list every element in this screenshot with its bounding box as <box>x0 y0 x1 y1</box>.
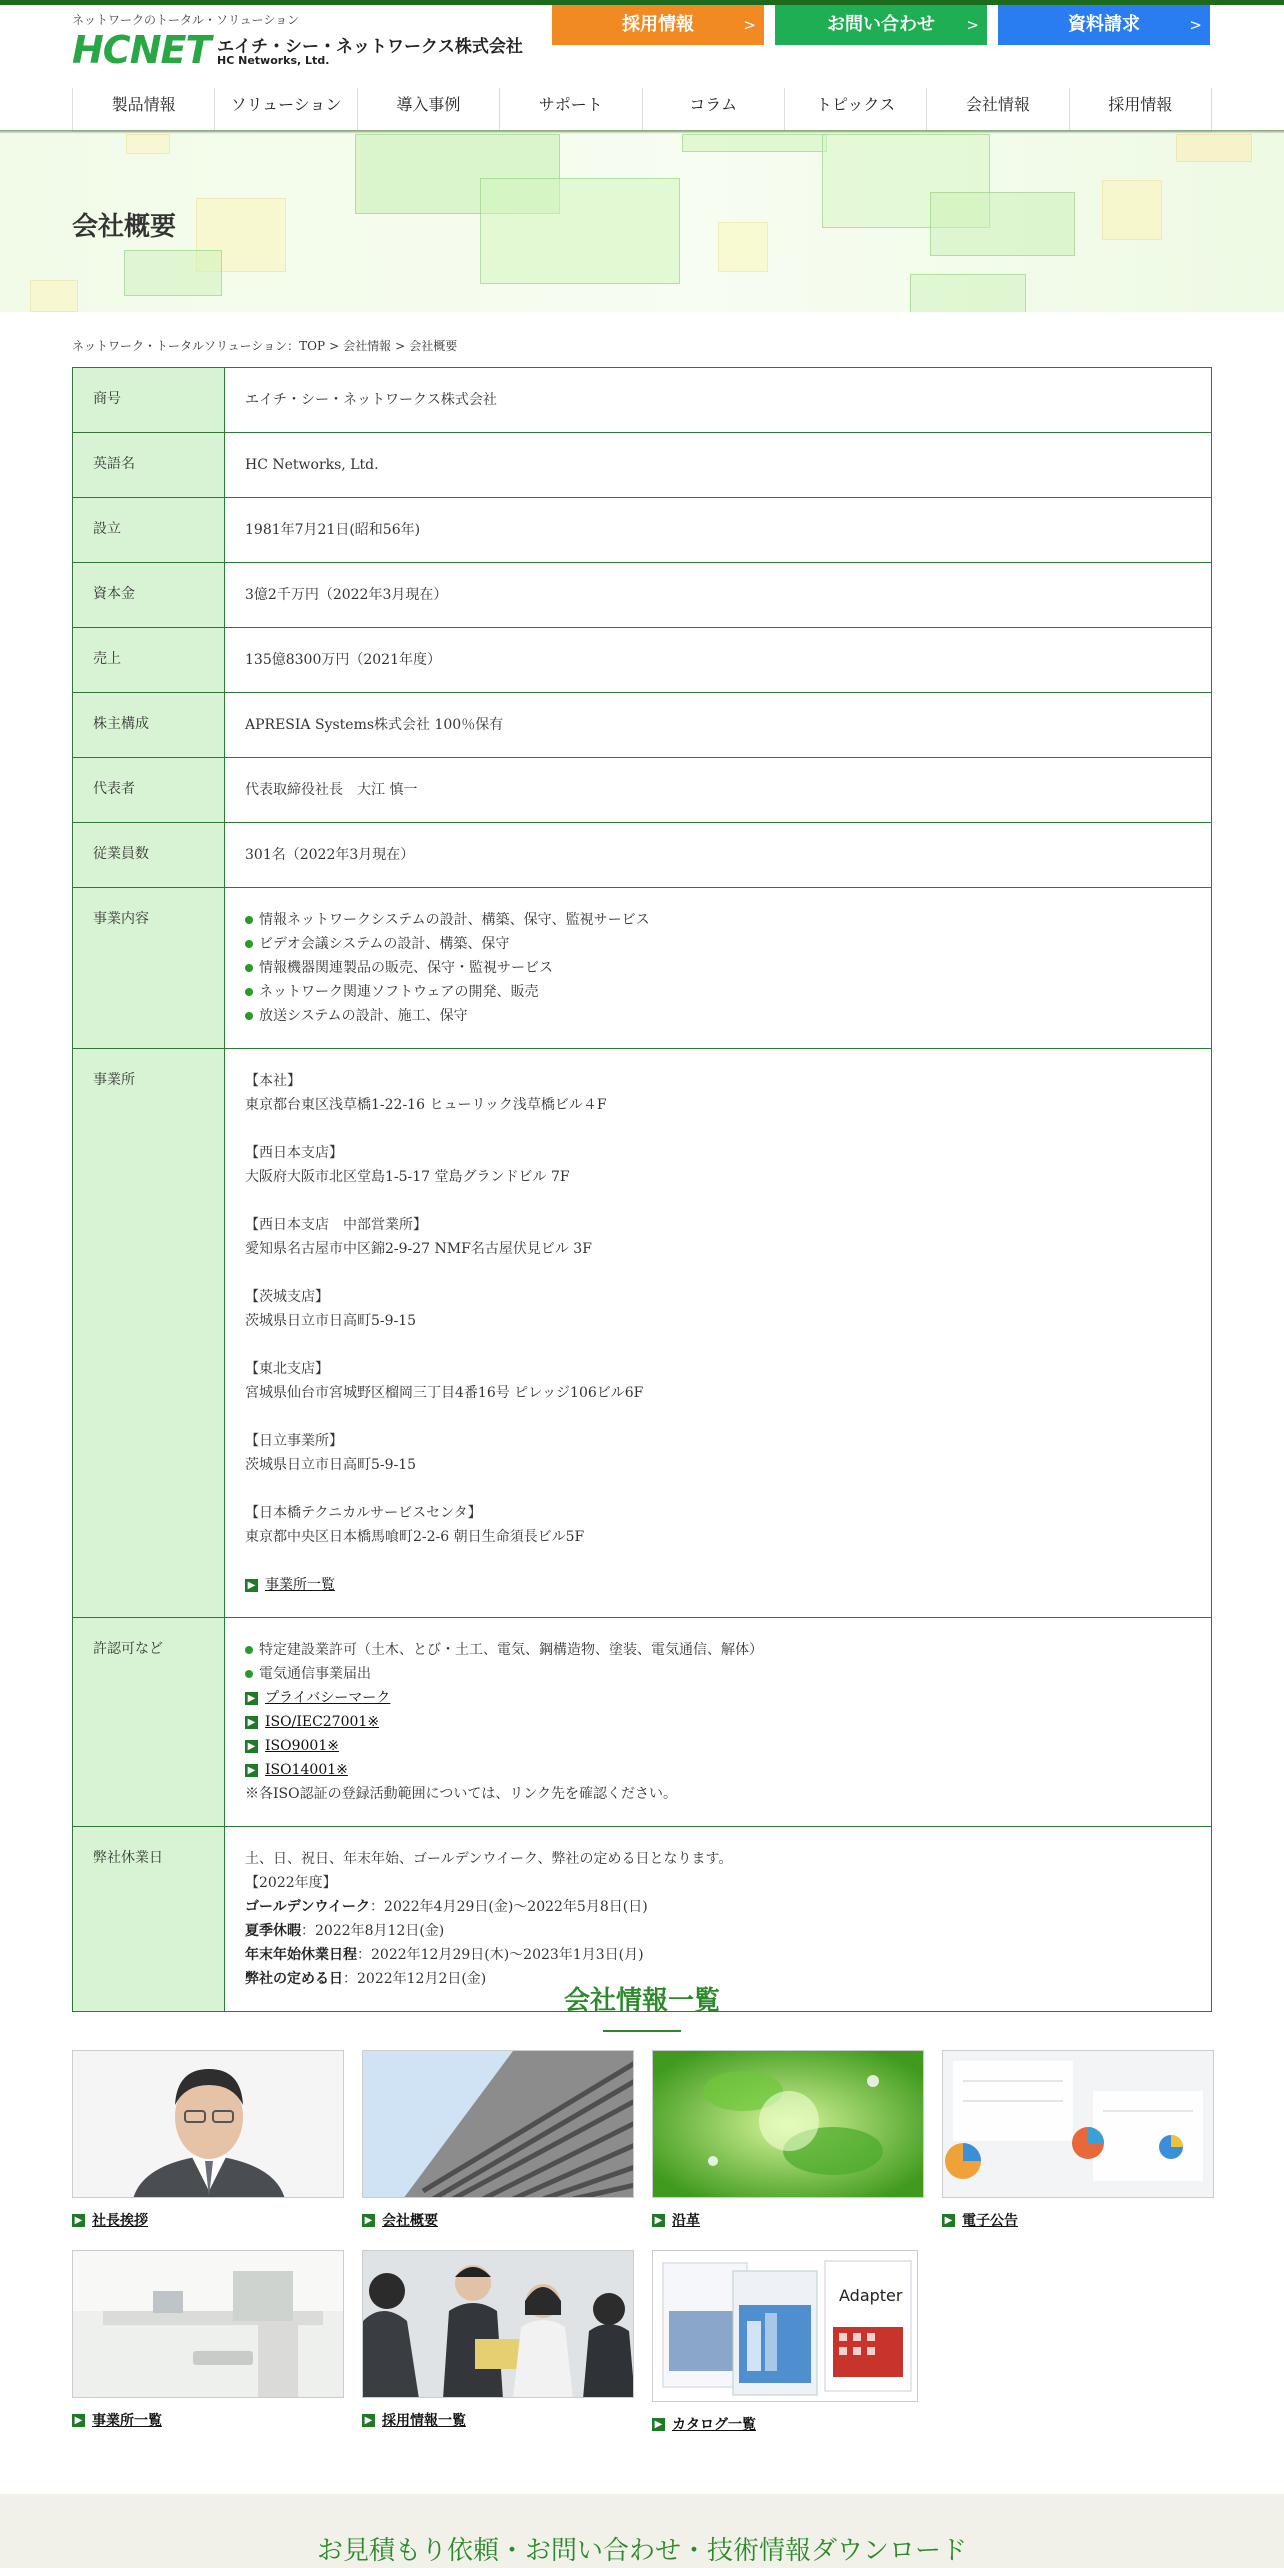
holiday-date: ：2022年12月29日(木)～2023年1月3日(月) <box>357 1947 644 1963</box>
card-link-label[interactable]: カタログ一覧 <box>672 2417 756 2433</box>
list-item: 情報機器関連製品の販売、保守・監視サービス <box>245 956 1191 980</box>
iso9001-link-label[interactable]: ISO9001※ <box>265 1738 339 1754</box>
card-link-label[interactable]: 社長挨拶 <box>92 2213 148 2229</box>
iso14001-link-label[interactable]: ISO14001※ <box>265 1762 348 1778</box>
breadcrumb-current: 会社概要 <box>409 339 458 353</box>
global-nav <box>72 88 1212 132</box>
card-caption[interactable] <box>652 2210 924 2230</box>
list-item: ネットワーク関連ソフトウェアの開発、販売 <box>245 980 1191 1004</box>
iso27001-link-label[interactable]: ISO/IEC27001※ <box>265 1714 380 1730</box>
row-label-established: 設立 <box>73 498 225 563</box>
breadcrumb-separator: > <box>329 339 340 353</box>
card-link-label[interactable]: 採用情報一覧 <box>382 2413 466 2429</box>
holiday-term: 夏季休暇 <box>245 1923 301 1939</box>
holiday-date: ：2022年4月29日(金)～2022年5月8日(日) <box>370 1899 648 1915</box>
nav-item-recruit[interactable]: 採用情報 <box>1069 88 1212 131</box>
chevron-right-icon: > <box>966 16 979 34</box>
card-link-label[interactable]: 事業所一覧 <box>92 2413 162 2429</box>
nav-item-support[interactable]: サポート <box>499 88 641 131</box>
arrow-right-icon: ▶ <box>72 2414 85 2427</box>
row-value-established: 1981年7月21日(昭和56年) <box>225 498 1212 563</box>
holiday-term: 年末年始休業日程 <box>245 1947 357 1963</box>
row-value-shareholders: APRESIA Systems株式会社 100％保有 <box>225 693 1212 758</box>
holiday-item <box>245 1943 1191 1967</box>
office-name: 【東北支店】 <box>245 1361 329 1377</box>
row-label-representative: 代表者 <box>73 758 225 823</box>
holiday-date: ：2022年12月2日(金) <box>343 1971 487 1987</box>
holiday-item <box>245 1919 1191 1943</box>
row-label-shareholders: 株主構成 <box>73 693 225 758</box>
holiday-date: ：2022年8月12日(金) <box>301 1923 445 1939</box>
arrow-right-icon: ▶ <box>72 2214 85 2227</box>
list-item: 特定建設業許可（土木、とび・土工、電気、鋼構造物、塗装、電気通信、解体） <box>245 1638 1191 1662</box>
building-photo <box>362 2050 634 2198</box>
row-value-employees: 301名（2022年3月現在） <box>225 823 1212 888</box>
arrow-right-icon: ▶ <box>362 2414 375 2427</box>
catalog-adapter-text: Adapter <box>839 2286 903 2305</box>
section-divider <box>603 2030 681 2032</box>
row-value-licenses <box>225 1618 1212 1827</box>
nav-item-topics[interactable]: トピックス <box>784 88 926 131</box>
nav-item-solutions[interactable]: ソリューション <box>214 88 356 131</box>
office-entry <box>245 1213 1191 1261</box>
iso-note: ※各ISO認証の登録活動範囲については、リンク先を確認ください。 <box>245 1786 678 1802</box>
arrow-right-icon: ▶ <box>362 2214 375 2227</box>
table-row <box>73 1618 1212 1827</box>
office-list-link[interactable] <box>245 1573 1191 1597</box>
holiday-year: 【2022年度】 <box>245 1875 337 1891</box>
office-name: 【日本橋テクニカルサービスセンタ】 <box>245 1505 482 1521</box>
row-label-holidays: 弊社休業日 <box>73 1827 225 2012</box>
privacy-mark-link-label[interactable]: プライバシーマーク <box>265 1690 391 1706</box>
card-recruit-list[interactable] <box>362 2250 634 2430</box>
privacy-mark-link[interactable] <box>245 1686 1191 1710</box>
list-item: 情報ネットワークシステムの設計、構築、保守、監視サービス <box>245 908 1191 932</box>
table-row <box>73 498 1212 563</box>
catalog-covers-image <box>652 2250 918 2402</box>
contact-button-label: お問い合わせ <box>827 14 935 35</box>
logo-english-name: HC Networks, Ltd. <box>217 54 330 67</box>
charts-paper-photo <box>942 2050 1214 2198</box>
office-list-link-label[interactable]: 事業所一覧 <box>265 1577 335 1593</box>
list-item: ビデオ会議システムの設計、構築、保守 <box>245 932 1191 956</box>
nav-item-column[interactable]: コラム <box>642 88 784 131</box>
breadcrumb-top[interactable]: ネットワーク・トータルソリューション：TOP <box>72 339 326 353</box>
office-entry <box>245 1501 1191 1549</box>
business-people-photo <box>362 2250 634 2398</box>
holiday-term: ゴールデンウイーク <box>245 1899 371 1915</box>
card-caption[interactable] <box>72 2410 344 2430</box>
list-item: 放送システムの設計、施工、保守 <box>245 1004 1191 1028</box>
arrow-right-icon: ▶ <box>245 1579 258 1592</box>
card-company-overview[interactable] <box>362 2050 634 2230</box>
row-label-offices: 事業所 <box>73 1049 225 1618</box>
card-link-label[interactable]: 会社概要 <box>382 2213 438 2229</box>
card-link-label[interactable]: 電子公告 <box>962 2213 1018 2229</box>
office-address: 東京都台東区浅草橋1-22-16 ヒューリック浅草橋ビル４F <box>245 1097 607 1113</box>
row-label-business: 事業内容 <box>73 888 225 1049</box>
company-logo[interactable] <box>72 26 523 74</box>
office-entry <box>245 1141 1191 1189</box>
recruit-button-label: 採用情報 <box>622 14 694 35</box>
iso27001-link[interactable] <box>245 1710 1191 1734</box>
row-label-employees: 従業員数 <box>73 823 225 888</box>
row-value-business <box>225 888 1212 1049</box>
card-link-label[interactable]: 沿革 <box>672 2213 700 2229</box>
president-photo <box>72 2050 344 2198</box>
company-profile-table <box>72 367 1212 2012</box>
footer-cta-title: お見積もり依頼・お問い合わせ・技術情報ダウンロード <box>316 2536 967 2566</box>
office-name: 【西日本支店】 <box>245 1145 343 1161</box>
office-address: 大阪府大阪市北区堂島1-5-17 堂島グランドビル 7F <box>245 1169 570 1185</box>
arrow-right-icon: ▶ <box>245 1764 258 1777</box>
office-interior-photo <box>72 2250 344 2398</box>
card-president-message[interactable] <box>72 2050 344 2230</box>
row-label-english-name: 英語名 <box>73 433 225 498</box>
nav-item-company[interactable]: 会社情報 <box>926 88 1068 131</box>
chevron-right-icon: > <box>1189 16 1202 34</box>
request-documents-label: 資料請求 <box>1068 14 1140 35</box>
iso9001-link[interactable] <box>245 1734 1191 1758</box>
card-caption[interactable] <box>362 2410 634 2430</box>
row-label-sales: 売上 <box>73 628 225 693</box>
card-public-notice[interactable] <box>942 2050 1214 2230</box>
table-row <box>73 1049 1212 1618</box>
office-address: 茨城県日立市日高町5-9-15 <box>245 1313 417 1329</box>
row-label-capital: 資本金 <box>73 563 225 628</box>
office-name: 【日立事業所】 <box>245 1433 343 1449</box>
iso14001-link[interactable] <box>245 1758 1191 1782</box>
arrow-right-icon: ▶ <box>245 1692 258 1705</box>
request-documents-button[interactable] <box>998 5 1210 45</box>
arrow-right-icon: ▶ <box>652 2418 665 2431</box>
arrow-right-icon: ▶ <box>245 1716 258 1729</box>
table-row <box>73 693 1212 758</box>
office-entry <box>245 1429 1191 1477</box>
contact-button[interactable] <box>775 5 987 45</box>
card-catalog-list[interactable] <box>652 2250 924 2434</box>
row-value-capital: 3億2千万円（2022年3月現在） <box>225 563 1212 628</box>
holiday-intro: 土、日、祝日、年末年始、ゴールデンウイーク、弊社の定める日となります。 <box>245 1851 733 1867</box>
row-value-representative: 代表取締役社長 大江 慎一 <box>225 758 1212 823</box>
card-caption[interactable] <box>942 2210 1214 2230</box>
row-label-licenses: 許認可など <box>73 1618 225 1827</box>
table-row <box>73 628 1212 693</box>
table-row <box>73 758 1212 823</box>
breadcrumb-company[interactable]: 会社情報 <box>343 339 392 353</box>
breadcrumb-separator: > <box>395 339 406 353</box>
table-row <box>73 823 1212 888</box>
logo-mark: HCNET <box>72 28 211 72</box>
breadcrumb <box>72 337 457 354</box>
nav-item-products[interactable]: 製品情報 <box>72 88 214 131</box>
card-caption[interactable] <box>652 2414 924 2434</box>
office-address: 愛知県名古屋市中区錦2-9-27 NMF名古屋伏見ビル 3F <box>245 1241 592 1257</box>
page-hero <box>0 134 1284 312</box>
office-address: 東京都中央区日本橋馬喰町2-2-6 朝日生命須長ビル5F <box>245 1529 585 1545</box>
row-value-sales: 135億8300万円（2021年度） <box>225 628 1212 693</box>
table-row <box>73 563 1212 628</box>
row-value-english-name: HC Networks, Ltd. <box>225 433 1212 498</box>
holiday-term: 弊社の定める日 <box>245 1971 343 1987</box>
table-row <box>73 368 1212 433</box>
company-info-section-title: 会社情報一覧 <box>563 1986 720 2016</box>
row-label-trade-name: 商号 <box>73 368 225 433</box>
office-name: 【本社】 <box>245 1073 301 1089</box>
office-entry <box>245 1069 1191 1117</box>
office-address: 茨城県日立市日高町5-9-15 <box>245 1457 417 1473</box>
office-name: 【西日本支店 中部営業所】 <box>245 1217 427 1233</box>
green-leaves-photo <box>652 2050 924 2198</box>
row-value-offices <box>225 1049 1212 1618</box>
office-entry <box>245 1357 1191 1405</box>
arrow-right-icon: ▶ <box>652 2214 665 2227</box>
table-row <box>73 433 1212 498</box>
page-title: 会社概要 <box>72 212 177 242</box>
row-value-trade-name: エイチ・シー・ネットワークス株式会社 <box>225 368 1212 433</box>
logo-japanese-name: エイチ・シー・ネットワークス株式会社 <box>217 37 523 57</box>
list-item: 電気通信事業届出 <box>245 1662 1191 1686</box>
chevron-right-icon: > <box>743 16 756 34</box>
card-office-list[interactable] <box>72 2250 344 2430</box>
holiday-item <box>245 1895 1191 1919</box>
office-name: 【茨城支店】 <box>245 1289 329 1305</box>
card-history[interactable] <box>652 2050 924 2230</box>
recruit-button[interactable] <box>552 5 764 45</box>
office-entry <box>245 1285 1191 1333</box>
nav-item-case-studies[interactable]: 導入事例 <box>357 88 499 131</box>
table-row <box>73 888 1212 1049</box>
arrow-right-icon: ▶ <box>245 1740 258 1753</box>
office-address: 宮城県仙台市宮城野区榴岡三丁目4番16号 ピレッジ106ビル6F <box>245 1385 644 1401</box>
card-caption[interactable] <box>72 2210 344 2230</box>
tagline: ネットワークのトータル・ソリューション <box>72 13 300 27</box>
arrow-right-icon: ▶ <box>942 2214 955 2227</box>
card-caption[interactable] <box>362 2210 634 2230</box>
